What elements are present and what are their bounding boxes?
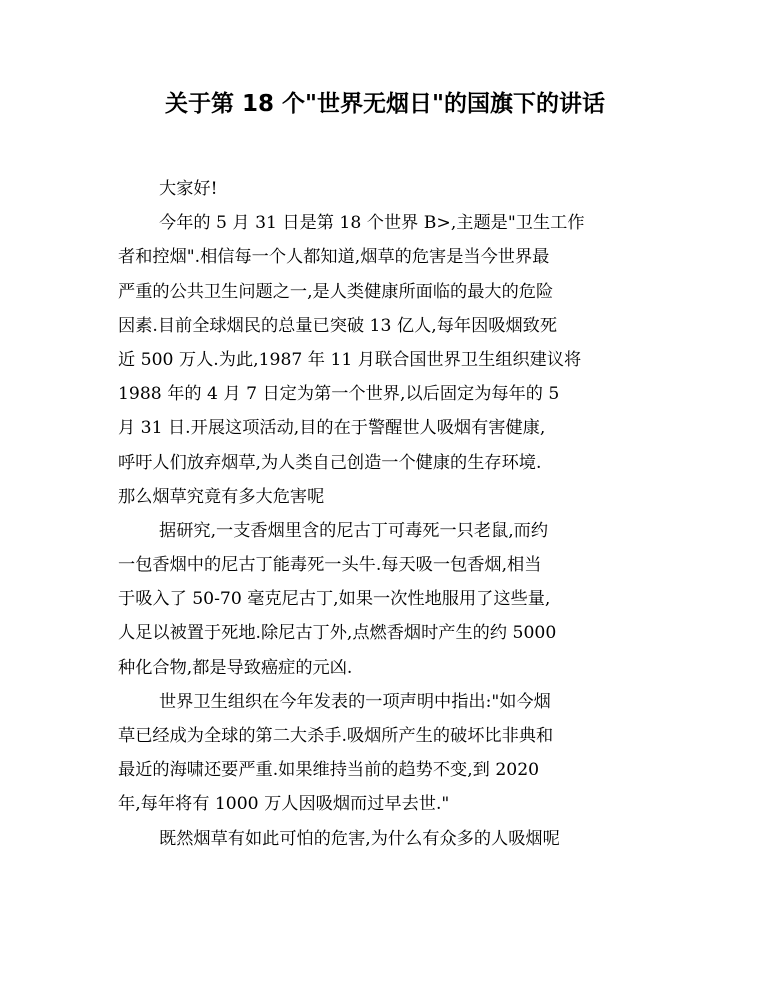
text-line: 于吸入了 50-70 毫克尼古丁,如果一次性地服用了这些量, bbox=[118, 589, 551, 610]
text-line: 大家好! bbox=[159, 179, 218, 199]
text-line: 因素.目前全球烟民的总量已突破 13 亿人,每年因吸烟致死 bbox=[118, 315, 558, 336]
text-line: 月 31 日.开展这项活动,目的在于警醒世人吸烟有害健康, bbox=[118, 418, 546, 439]
text-line: 年,每年将有 1000 万人因吸烟而过早去世." bbox=[118, 794, 450, 815]
text-line: 今年的 5 月 31 日是第 18 个世界 B>,主题是"卫生工作 bbox=[159, 213, 585, 234]
text-line: 者和控烟".相信每一个人都知道,烟草的危害是当今世界最 bbox=[118, 247, 550, 268]
text-line: 呼吁人们放弃烟草,为人类自己创造一个健康的生存环境. bbox=[118, 452, 542, 473]
text-line: 那么烟草究竟有多大危害呢 bbox=[118, 486, 325, 507]
text-line: 世界卫生组织在今年发表的一项声明中指出:"如今烟 bbox=[159, 691, 551, 712]
text-line: 既然烟草有如此可怕的危害,为什么有众多的人吸烟呢 bbox=[159, 828, 560, 849]
text-line: 人足以被置于死地.除尼古丁外,点燃香烟时产生的约 5000 bbox=[118, 623, 557, 644]
text-line: 草已经成为全球的第二大杀手.吸烟所产生的破坏比非典和 bbox=[118, 726, 554, 746]
text-line: 一包香烟中的尼古丁能毒死一头牛.每天吸一包香烟,相当 bbox=[118, 555, 542, 576]
text-line: 近 500 万人.为此,1987 年 11 月联合国世界卫生组织建议将 bbox=[118, 349, 582, 370]
document-body bbox=[118, 172, 658, 856]
text-line: 1988 年的 4 月 7 日定为第一个世界,以后固定为每年的 5 bbox=[118, 384, 560, 405]
document-title: 关于第 18 个"世界无烟日"的国旗下的讲话 bbox=[165, 91, 605, 117]
text-line: 据研究,一支香烟里含的尼古丁可毒死一只老鼠,而约 bbox=[159, 520, 549, 541]
text-line: 最近的海啸还要严重.如果维持当前的趋势不变,到 2020 bbox=[118, 760, 540, 781]
text-line: 严重的公共卫生问题之一,是人类健康所面临的最大的危险 bbox=[118, 281, 554, 302]
text-line: 种化合物,都是导致癌症的元凶. bbox=[118, 657, 353, 678]
